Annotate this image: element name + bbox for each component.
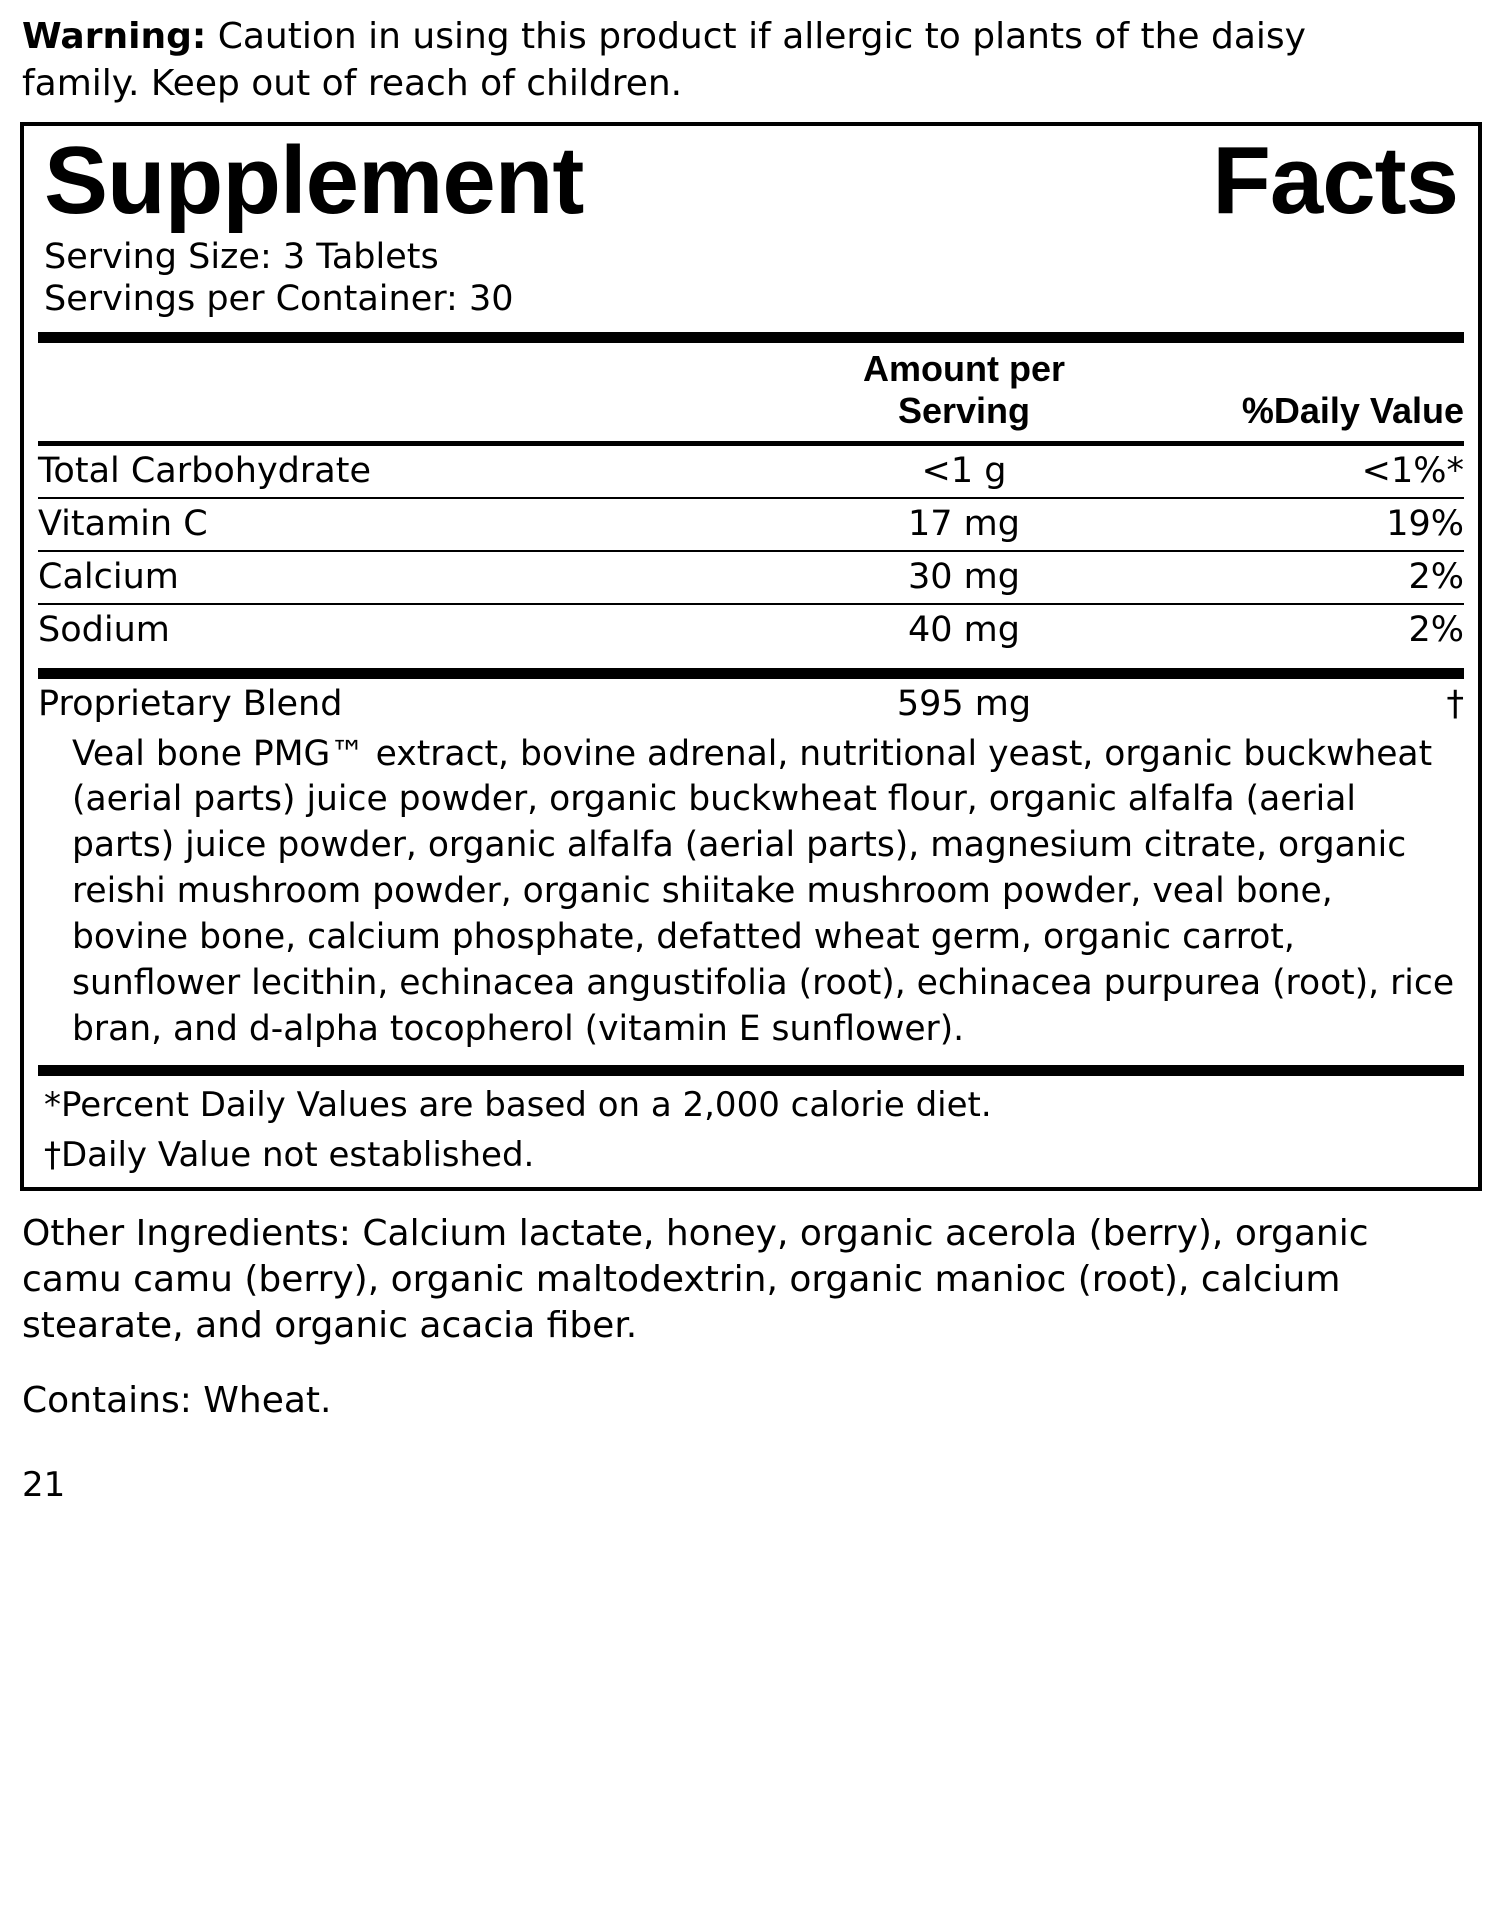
blend-table <box>38 679 1464 730</box>
nutrient-amount: <1 g <box>794 446 1134 498</box>
nutrient-name: Sodium <box>38 609 170 650</box>
divider-above-footnotes <box>38 1065 1464 1076</box>
serving-size: Serving Size: 3 Tablets <box>44 236 439 277</box>
nutrient-daily-value: <1%* <box>1134 446 1464 498</box>
panel-title <box>44 126 1458 234</box>
header-daily-value: %Daily Value <box>1241 389 1464 431</box>
panel-title-facts: Facts <box>1212 126 1458 234</box>
nutrient-daily-value: 2% <box>1408 609 1464 650</box>
header-blank <box>38 343 794 441</box>
table-row <box>38 498 1464 551</box>
nutrient-amount: 40 mg <box>908 609 1020 650</box>
table-row <box>38 604 1464 656</box>
facts-table-header-row <box>38 343 1464 441</box>
warning-block <box>22 14 1432 108</box>
blend-daily-value: † <box>1446 683 1464 724</box>
facts-table <box>38 343 1464 441</box>
supplement-facts-panel <box>20 122 1482 1192</box>
contains-allergens: Contains: Wheat. <box>22 1379 332 1421</box>
nutrient-daily-value: 2% <box>1134 551 1464 604</box>
divider-above-blend <box>38 668 1464 679</box>
nutrient-name: Total Carbohydrate <box>38 446 794 498</box>
blend-amount: 595 mg <box>896 683 1032 724</box>
blend-ingredients: Veal bone PMG™ extract, bovine adrenal, nutritional yeast, organic buckwheat (aerial parts) juice powder, organic buckwheat flour, organic alfalfa (aerial parts) juice powder, organic alfalfa (aerial parts), magnesium citrate, organic reishi mushroom powder, organic shiitake mushroom powder, veal bone, bovine bone, calcium phosphate, defatted wheat germ, organic carrot, sunflower lecithin, echinacea angustifolia (root), echinacea purpurea (root), rice bran, and d-alpha tocopherol (vitamin E sunflower). <box>72 733 1455 1049</box>
divider-thick-top <box>38 332 1464 343</box>
nutrient-amount: 17 mg <box>794 498 1134 551</box>
servings-per-container: Servings per Container: 30 <box>44 278 514 319</box>
header-amount-per-serving: Amount per Serving <box>863 347 1065 431</box>
footnote-dagger: †Daily Value not established. <box>44 1135 535 1176</box>
table-row <box>38 551 1464 604</box>
nutrient-name: Calcium <box>38 551 794 604</box>
page-number: 21 <box>22 1464 66 1505</box>
other-ingredients: Other Ingredients: Calcium lactate, honey, organic acerola (berry), organic camu camu (berry), organic maltodextrin, organic manioc (root), calcium stearate, and organic acacia fiber. <box>22 1213 1369 1347</box>
footnote-percent-daily-values: *Percent Daily Values are based on a 2,000 calorie diet. <box>44 1084 992 1125</box>
nutrient-table <box>38 446 1464 656</box>
proprietary-blend-row <box>38 679 1464 730</box>
table-row <box>38 446 1464 498</box>
nutrient-daily-value: 19% <box>1134 498 1464 551</box>
warning-text: Caution in using this product if allergic to plants of the daisy family. Keep out of reach of children. <box>22 16 1306 104</box>
panel-title-supplement: Supplement <box>44 126 584 234</box>
warning-label: Warning: <box>22 16 207 57</box>
blend-name: Proprietary Blend <box>38 683 343 724</box>
nutrient-name: Vitamin C <box>38 498 794 551</box>
nutrient-amount: 30 mg <box>794 551 1134 604</box>
